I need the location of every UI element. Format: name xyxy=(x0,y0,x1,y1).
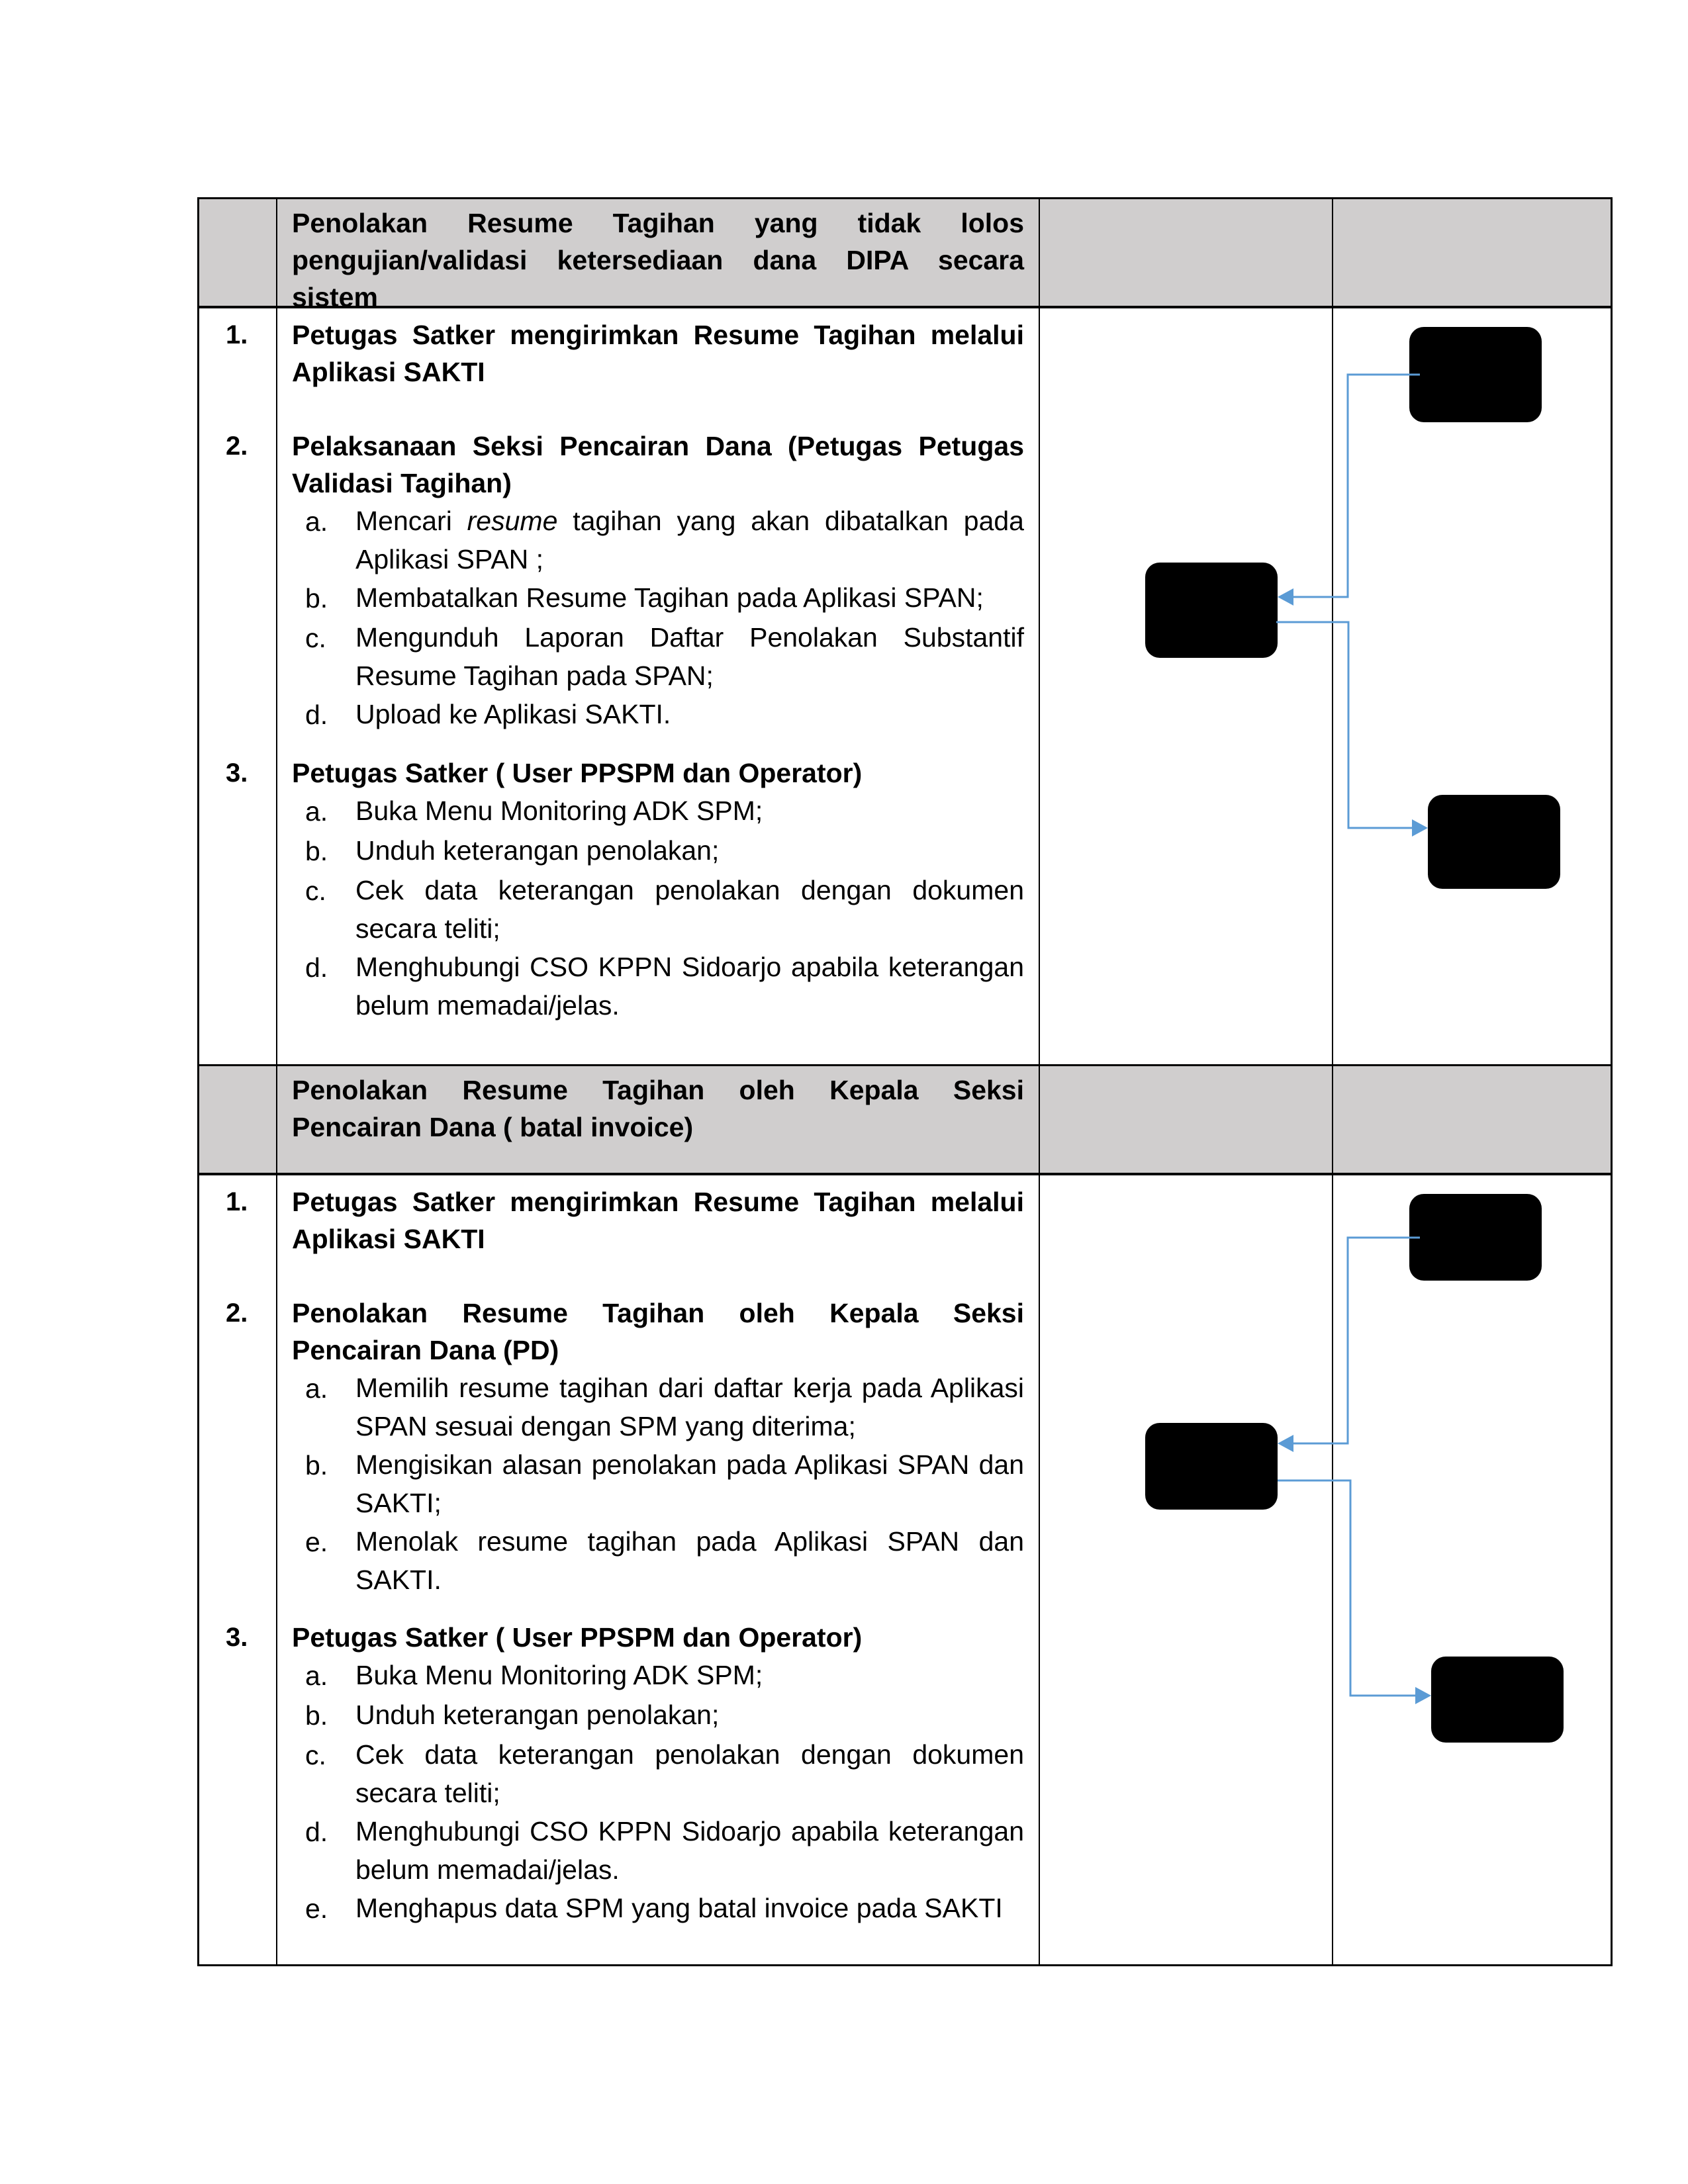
step-item xyxy=(226,316,1024,390)
step-number: 3. xyxy=(226,1623,248,1652)
header-title-cell xyxy=(277,199,1040,312)
sub-text-part: Mencari xyxy=(355,506,467,536)
sub-item xyxy=(292,948,1024,1024)
sub-item xyxy=(292,1889,1024,1929)
step-title: Petugas Satker ( User PPSPM dan Operator) xyxy=(292,758,863,788)
sub-text: Menghubungi CSO KPPN Sidoarjo apabila keterangan belum memadai/jelas. xyxy=(355,952,1024,1021)
step-title: Petugas Satker mengirimkan Resume Tagihan melalui Aplikasi SAKTI xyxy=(292,1187,1024,1254)
sub-text: Membatalkan Resume Tagihan pada Aplikasi SPAN; xyxy=(355,582,984,613)
sub-letter: b. xyxy=(305,1450,328,1480)
sub-letter: b. xyxy=(305,836,328,866)
step-title: Petugas Satker ( User PPSPM dan Operator) xyxy=(292,1622,863,1653)
section-header-row xyxy=(197,197,1613,312)
body-right-cell xyxy=(1333,1175,1611,1964)
header-mid-cell xyxy=(1040,1066,1333,1173)
sub-item xyxy=(292,578,1024,618)
header-num-cell xyxy=(199,1066,277,1173)
sub-letter: c. xyxy=(305,623,326,653)
body-text-cell xyxy=(199,308,1040,1064)
sub-text: Buka Menu Monitoring ADK SPM; xyxy=(355,1660,763,1690)
step-number: 2. xyxy=(226,1298,248,1328)
sub-text xyxy=(355,502,1024,578)
sub-item xyxy=(292,1656,1024,1696)
sub-text: Unduh keterangan penolakan; xyxy=(355,1700,720,1730)
sub-item xyxy=(292,1369,1024,1445)
sub-letter: c. xyxy=(305,876,326,906)
step-number: 1. xyxy=(226,320,248,349)
sub-letter: a. xyxy=(305,796,328,827)
header-mid-cell xyxy=(1040,199,1333,306)
sub-text: Buka Menu Monitoring ADK SPM; xyxy=(355,796,763,826)
step-item xyxy=(226,1619,1024,1929)
sub-item xyxy=(292,1735,1024,1812)
sub-text: Mengisikan alasan penolakan pada Aplikasi SPAN dan SAKTI; xyxy=(355,1449,1024,1518)
step-title: Pelaksanaan Seksi Pencairan Dana (Petugas Petugas Validasi Tagihan) xyxy=(292,431,1024,498)
sub-text: Menghapus data SPM yang batal invoice pada SAKTI xyxy=(355,1893,1003,1923)
sub-item xyxy=(292,618,1024,695)
sub-item xyxy=(292,1812,1024,1889)
sub-text: Memilih resume tagihan dari daftar kerja pada Aplikasi SPAN sesuai dengan SPM yang diterima; xyxy=(355,1373,1024,1441)
step-title: Petugas Satker mengirimkan Resume Tagihan melalui Aplikasi SAKTI xyxy=(292,320,1024,387)
step-title: Penolakan Resume Tagihan oleh Kepala Seksi Pencairan Dana (PD) xyxy=(292,1298,1024,1365)
step-item xyxy=(226,1183,1024,1257)
sub-item xyxy=(292,831,1024,871)
body-mid-cell xyxy=(1040,1175,1333,1964)
sub-letter: d. xyxy=(305,1817,328,1847)
sub-text: Menolak resume tagihan pada Aplikasi SPAN dan SAKTI. xyxy=(355,1526,1024,1595)
sub-item xyxy=(292,792,1024,831)
sub-text: Cek data keterangan penolakan dengan dokumen secara teliti; xyxy=(355,1739,1024,1808)
header-num-cell xyxy=(199,199,277,306)
sub-item xyxy=(292,695,1024,735)
sub-letter: b. xyxy=(305,583,328,614)
sub-item xyxy=(292,1445,1024,1522)
sub-letter: a. xyxy=(305,1661,328,1691)
sub-text-emphasis: resume xyxy=(467,506,558,536)
header-title-cell xyxy=(277,1066,1040,1173)
procedure-table xyxy=(197,197,1613,1966)
step-number: 2. xyxy=(226,432,248,461)
step-item xyxy=(226,428,1024,735)
sub-letter: e. xyxy=(305,1527,328,1557)
body-text-cell xyxy=(199,1175,1040,1964)
section-body-row xyxy=(197,308,1613,1066)
sub-letter: a. xyxy=(305,506,328,537)
body-mid-cell xyxy=(1040,308,1333,1064)
sub-letter: d. xyxy=(305,952,328,983)
step-item xyxy=(226,1295,1024,1599)
step-number: 1. xyxy=(226,1187,248,1216)
sub-item xyxy=(292,1522,1024,1599)
section-header-row xyxy=(197,1066,1613,1175)
header-right-cell xyxy=(1333,1066,1611,1173)
sub-text-part: tagihan yang akan dibatalkan pada Aplikasi SPAN ; xyxy=(355,506,1024,574)
sub-item xyxy=(292,871,1024,948)
step-number: 3. xyxy=(226,758,248,788)
sub-text: Cek data keterangan penolakan dengan dokumen secara teliti; xyxy=(355,875,1024,944)
section-title: Penolakan Resume Tagihan yang tidak lolos pengujian/validasi ketersediaan dana DIPA secara sistem xyxy=(292,208,1024,312)
sub-letter: a. xyxy=(305,1373,328,1404)
sub-item xyxy=(292,1696,1024,1735)
sub-letter: b. xyxy=(305,1700,328,1731)
header-right-cell xyxy=(1333,199,1611,306)
sub-letter: c. xyxy=(305,1740,326,1770)
section-body-row xyxy=(197,1175,1613,1966)
sub-item xyxy=(292,502,1024,578)
sub-text: Menghubungi CSO KPPN Sidoarjo apabila keterangan belum memadai/jelas. xyxy=(355,1816,1024,1885)
sub-letter: e. xyxy=(305,1893,328,1924)
body-right-cell xyxy=(1333,308,1611,1064)
sub-letter: d. xyxy=(305,700,328,730)
sub-text: Upload ke Aplikasi SAKTI. xyxy=(355,699,671,729)
sub-text: Unduh keterangan penolakan; xyxy=(355,835,720,866)
step-item xyxy=(226,754,1024,1024)
section-title: Penolakan Resume Tagihan oleh Kepala Seksi Pencairan Dana ( batal invoice) xyxy=(292,1075,1024,1142)
sub-text: Mengunduh Laporan Daftar Penolakan Substantif Resume Tagihan pada SPAN; xyxy=(355,622,1024,691)
